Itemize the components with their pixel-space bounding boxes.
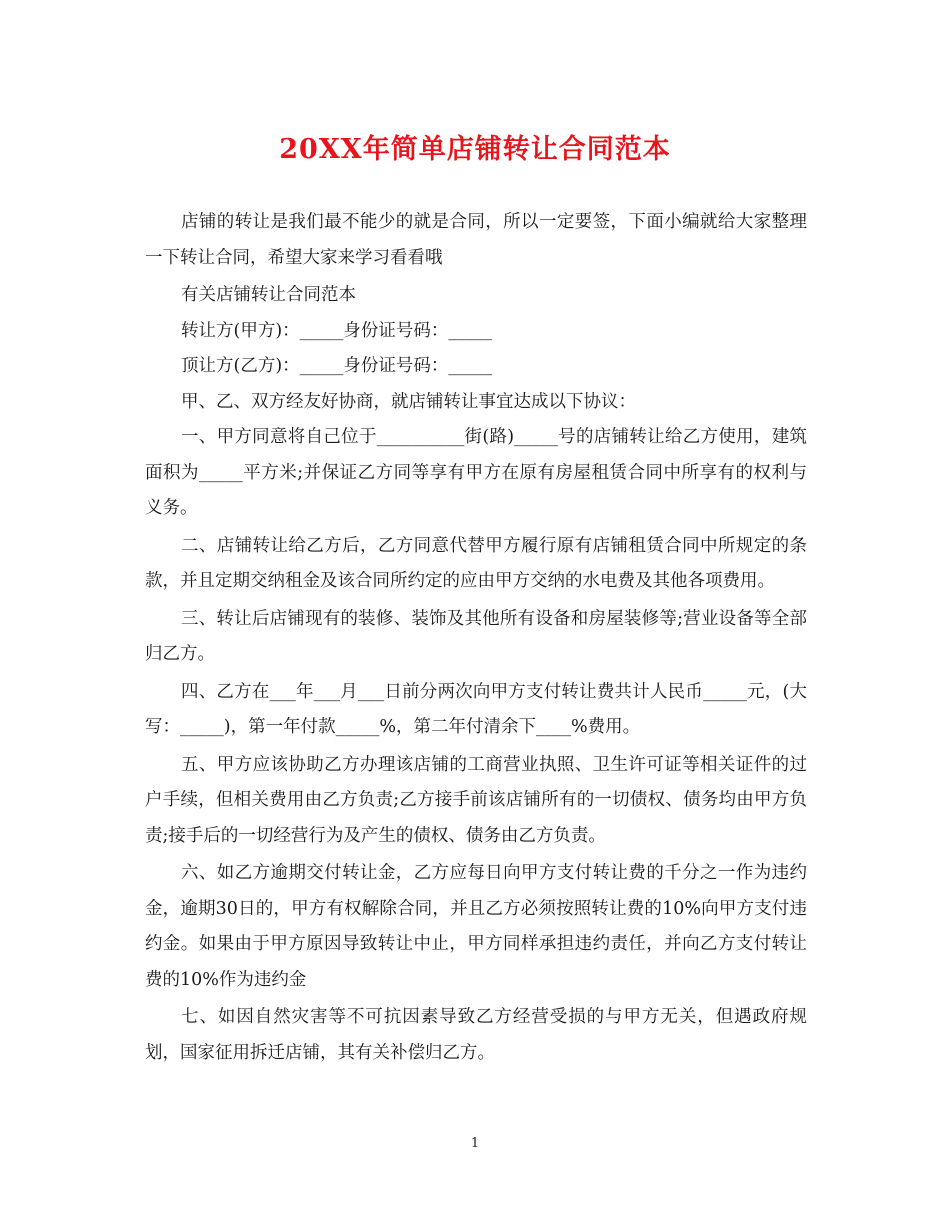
page-number: 1	[470, 1136, 480, 1151]
contract-heading: 有关店铺转让合同范本	[181, 285, 356, 305]
party-a-line: 转让方(甲方)：_____身份证号码：_____	[181, 320, 493, 341]
clause-3: 三、转让后店铺现有的装修、装饰及其他所有设备和房屋装修等;营业设备等全部归乙方。	[145, 608, 807, 664]
document-title: 20XX年简单店铺转让合同范本	[279, 134, 671, 165]
intro-paragraph: 店铺的转让是我们最不能少的就是合同，所以一定要签，下面小编就给大家整理一下转让合同，希望大家来学习看看哦	[145, 212, 807, 268]
clause-4: 四、乙方在___年___月___日前分两次向甲方支付转让费共计人民币_____元，(大写：_____)，第一年付款_____%，第二年付清余下____%费用。	[145, 681, 807, 737]
clause-2: 二、店铺转让给乙方后，乙方同意代替甲方履行原有店铺租赁合同中所规定的条款，并且定期交纳租金及该合同所约定的应由甲方交纳的水电费及其他各项费用。	[145, 535, 807, 591]
clause-5: 五、甲方应该协助乙方办理该店铺的工商营业执照、卫生许可证等相关证件的过户手续，但相关费用由乙方负责;乙方接手前该店铺所有的一切债权、债务均由甲方负责;接手后的一切经营行为及产生的债权、债务由乙方负责。	[145, 754, 807, 846]
document-body	[145, 205, 807, 1071]
clause-1: 一、甲方同意将自己位于__________街(路)_____号的店铺转让给乙方使用，建筑面积为_____平方米;并保证乙方同等享有甲方在原有房屋租赁合同中所享有的权利与义务。	[145, 427, 807, 518]
party-b-line: 顶让方(乙方)：_____身份证号码：_____	[181, 356, 493, 376]
agreement-preamble: 甲、乙、双方经友好协商，就店铺转让事宜达成以下协议：	[181, 391, 636, 412]
clause-6: 六、如乙方逾期交付转让金，乙方应每日向甲方支付转让费的千分之一作为违约金，逾期30日的，甲方有权解除合同，并且乙方必须按照转让费的10%向甲方支付违约金。如果由于甲方原因导致转让中止，甲方同样承担违约责任，并向乙方支付转让费的10%作为违约金	[145, 863, 807, 990]
clause-7: 七、如因自然灾害等不可抗因素导致乙方经营受损的与甲方无关，但遇政府规划，国家征用拆迁店铺，其有关补偿归乙方。	[145, 1007, 807, 1063]
